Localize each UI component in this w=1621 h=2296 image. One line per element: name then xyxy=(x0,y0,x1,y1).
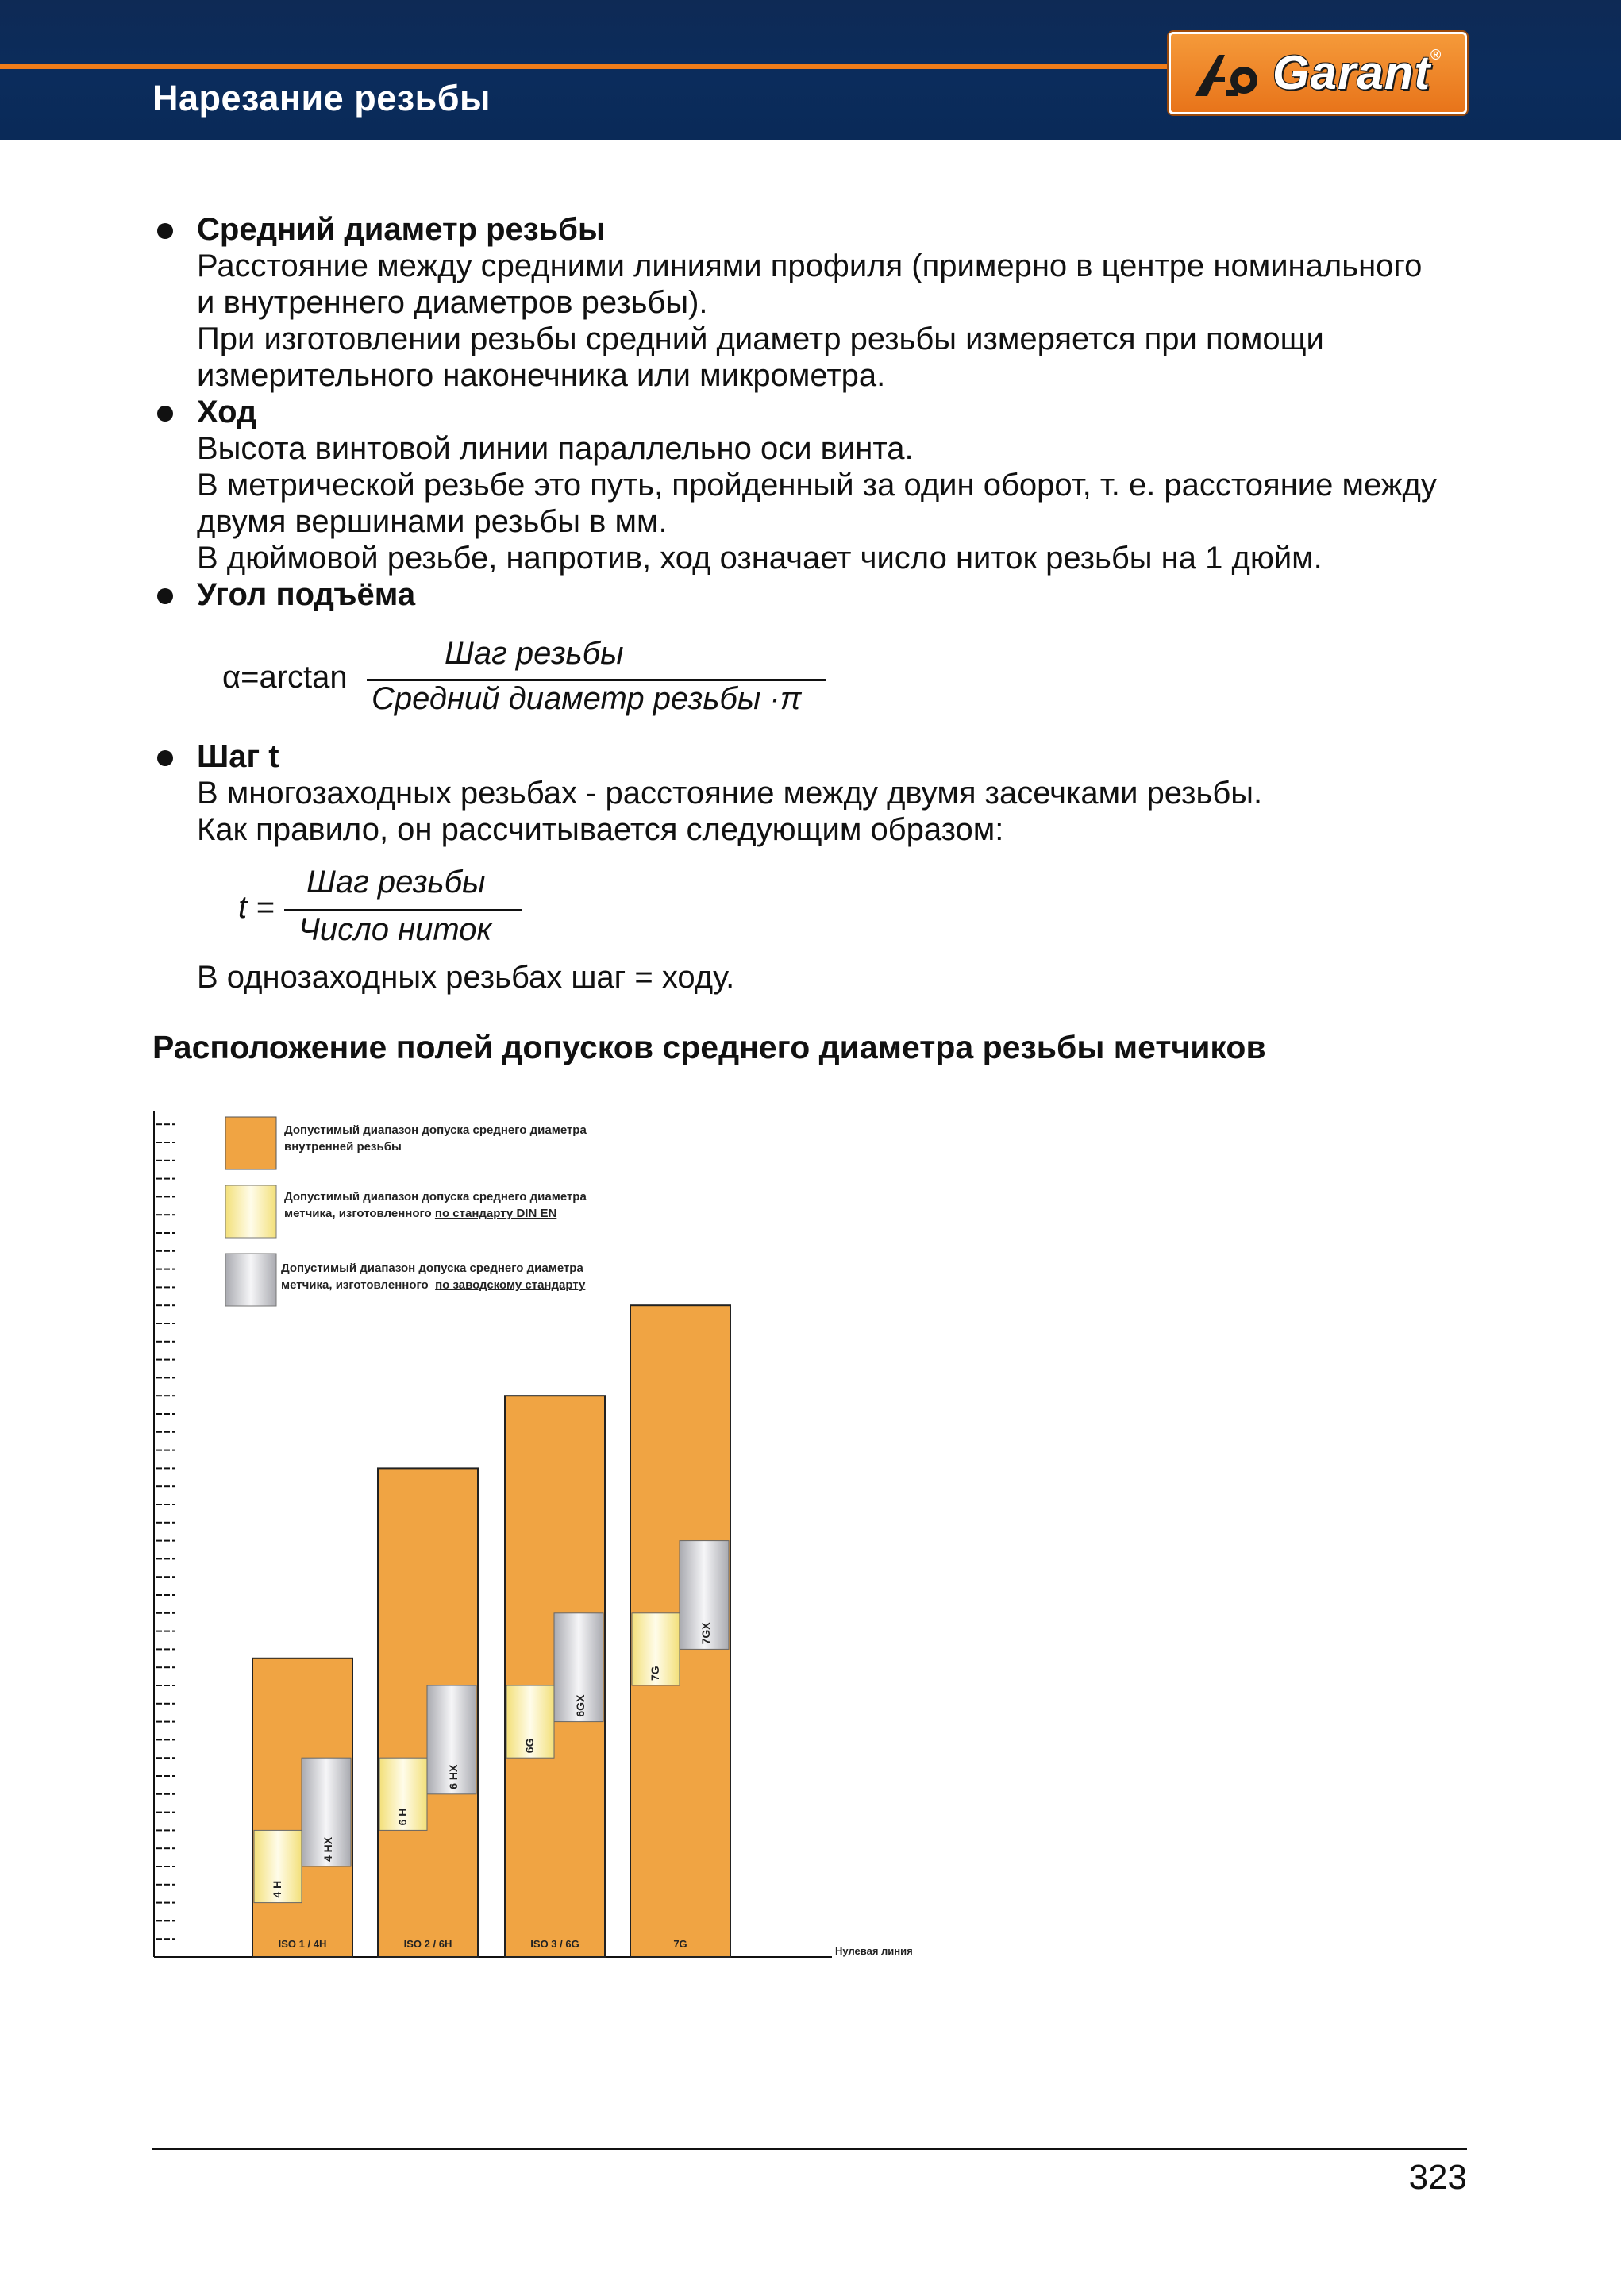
legend-line2-underlined: по заводскому стандарту xyxy=(435,1278,586,1292)
garant-logo-icon xyxy=(1190,50,1269,101)
heading-lead: Ход xyxy=(197,395,257,430)
text-line: Как правило, он рассчитывается следующим образом: xyxy=(197,812,1004,847)
text-line: измерительного наконечника или микрометра. xyxy=(197,358,886,393)
label-factory-tap: 7GX xyxy=(699,1622,712,1645)
footer-rule xyxy=(152,2148,1467,2150)
label-factory-tap: 6 HX xyxy=(447,1764,460,1789)
legend-line1: Допустимый диапазон допуска среднего диаметра xyxy=(284,1190,587,1204)
formula-lead-angle-lhs: α=arctan xyxy=(222,660,348,695)
bullet-lead-angle xyxy=(157,588,173,604)
heading-lead-angle: Угол подъёма xyxy=(197,577,416,612)
logo-text: Garant xyxy=(1273,46,1431,99)
label-din-tap: 6G xyxy=(523,1738,536,1754)
legend-line2-underlined: по стандарту DIN EN xyxy=(434,1207,557,1220)
text-line: Высота винтовой линии параллельно оси винта. xyxy=(197,431,914,466)
label-din-tap: 6 H xyxy=(396,1808,409,1826)
text-line: В метрической резьбе это путь, пройденный за один оборот, т. е. расстояние между xyxy=(197,468,1437,503)
logo-registered-mark: ® xyxy=(1430,47,1442,63)
legend-line1: Допустимый диапазон допуска среднего диаметра xyxy=(281,1262,583,1275)
legend-line2: внутренней резьбы xyxy=(284,1140,402,1154)
text-line: При изготовлении резьбы средний диаметр резьбы измеряется при помощи xyxy=(197,322,1324,356)
page-title: Нарезание резьбы xyxy=(152,78,491,118)
label-factory-tap: 4 HX xyxy=(322,1836,334,1862)
label-factory-tap: 6GX xyxy=(574,1694,587,1717)
tolerance-chart xyxy=(151,1108,945,1965)
group-label: ISO 3 / 6G xyxy=(530,1938,579,1950)
group-label: ISO 2 / 6H xyxy=(403,1938,452,1950)
label-din-tap: 7G xyxy=(649,1666,661,1681)
legend-line1: Допустимый диапазон допуска среднего диаметра xyxy=(284,1123,587,1137)
garant-logo xyxy=(1169,32,1467,114)
legend-line2: метчика, изготовленного xyxy=(281,1278,429,1292)
legend-swatch-factory xyxy=(225,1254,276,1306)
legend-swatch-din xyxy=(225,1185,276,1238)
page-header xyxy=(0,0,1621,140)
text-line: и внутреннего диаметров резьбы). xyxy=(197,285,708,320)
zero-line-label: Нулевая линия xyxy=(835,1945,913,1957)
formula-lead-angle-denominator: Средний диаметр резьбы ·π xyxy=(372,681,802,716)
text-line: В дюймовой резьбе, напротив, ход означает число ниток резьбы на 1 дюйм. xyxy=(197,541,1323,576)
formula-pitch-lhs: t = xyxy=(238,890,275,925)
bullet-pitch-diameter xyxy=(157,223,173,239)
bullet-lead xyxy=(157,406,173,422)
heading-pitch-diameter: Средний диаметр резьбы xyxy=(197,212,606,247)
chart-plot xyxy=(151,1108,945,1965)
heading-pitch: Шаг t xyxy=(197,739,279,774)
group-label: 7G xyxy=(673,1938,687,1950)
legend-swatch-nut xyxy=(225,1117,276,1169)
formula-pitch-numerator: Шаг резьбы xyxy=(306,865,486,900)
text-line: В однозаходных резьбах шаг = ходу. xyxy=(197,960,735,995)
bullet-pitch xyxy=(157,750,173,766)
group-label: ISO 1 / 4H xyxy=(278,1938,327,1950)
chart-title: Расположение полей допусков среднего диаметра резьбы метчиков xyxy=(152,1029,1266,1065)
legend-line2: метчика, изготовленного xyxy=(284,1207,432,1220)
formula-pitch-denominator: Число ниток xyxy=(298,912,492,947)
header-accent-line xyxy=(0,64,1183,69)
page-number: 323 xyxy=(1408,2158,1467,2197)
text-line: Расстояние между средними линиями профиля (примерно в центре номинального xyxy=(197,248,1423,283)
text-line: двумя вершинами резьбы в мм. xyxy=(197,504,668,539)
formula-lead-angle-numerator: Шаг резьбы xyxy=(445,636,624,671)
text-line: В многозаходных резьбах - расстояние между двумя засечками резьбы. xyxy=(197,776,1263,811)
label-din-tap: 4 H xyxy=(271,1880,283,1898)
